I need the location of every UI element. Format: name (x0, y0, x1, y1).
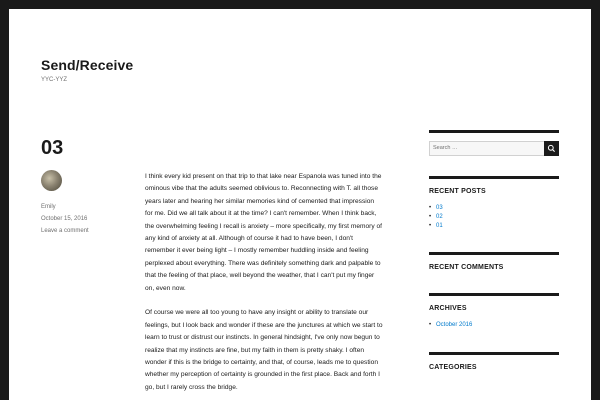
widget-divider (429, 130, 559, 133)
widget-divider (429, 176, 559, 179)
post-author[interactable]: Emily (41, 204, 56, 210)
post-paragraph: Of course we were all too young to have any insight or ability to translate our feelings, but I look back and wonder if these are the junctures at which we start to learn to trust or distrust our instincts. In general hindsight, I've only now begun to realize that my instincts are fine, but my faith in them is pretty shaky. I often wonder if this is the bridge to certainty, and that, of course, leads me to question whether my perception of certainty is grounded in the first place. Back and forth I go, but I rarely cross the bridge. (145, 309, 383, 391)
recent-posts-widget (429, 176, 559, 231)
post-content (145, 171, 383, 400)
widget-divider (429, 293, 559, 296)
recent-post-link[interactable]: • 03 (429, 204, 559, 213)
widget-divider (429, 252, 559, 255)
search-widget (429, 130, 559, 156)
recent-post-link[interactable]: • 01 (429, 222, 559, 231)
archives-title: ARCHIVES (429, 305, 467, 312)
categories-widget (429, 352, 559, 371)
post-paragraph: I think every kid present on that trip to that lake near Espanola was tuned into the ominous vibe that the adults seemed oblivious to. Reconnecting with T. all those years later and hearing her similar memories kind of cemented that impression for me. Did we all talk about it at the time? I can't remember. When I think back, the overwhelming feeling I recall is anxiety – more specifically, my first memory of any kind of anxiety at all. Although of course it had to have been, I don't remember it ever being light – I mostly remember huddling inside and feeling perplexed about everything. There was definitely something dark and palpable to that the feeling of that place, well beyond the weather, that I can't put my finger on, even now. (145, 173, 382, 292)
search-icon (544, 141, 559, 156)
recent-comments-widget (429, 252, 559, 271)
author-avatar (41, 170, 62, 191)
archive-link[interactable]: • October 2016 (429, 321, 559, 330)
recent-comments-title: RECENT COMMENTS (429, 264, 504, 271)
search-field[interactable] (429, 141, 559, 156)
page-frame (9, 9, 591, 400)
categories-title: CATEGORIES (429, 364, 477, 371)
recent-posts-title: RECENT POSTS (429, 188, 486, 195)
site-description: YYC-YYZ (41, 77, 68, 83)
leave-comment-link[interactable]: Leave a comment (41, 228, 89, 234)
search-button[interactable] (544, 141, 559, 156)
site-title[interactable]: Send/Receive (41, 57, 134, 73)
recent-post-link[interactable]: • 02 (429, 213, 559, 222)
search-input[interactable]: Search … (433, 145, 458, 151)
archives-widget (429, 293, 559, 330)
post-title[interactable]: 03 (41, 137, 64, 159)
widget-divider (429, 352, 559, 355)
sidebar (429, 130, 559, 371)
post-date[interactable]: October 15, 2016 (41, 216, 88, 222)
